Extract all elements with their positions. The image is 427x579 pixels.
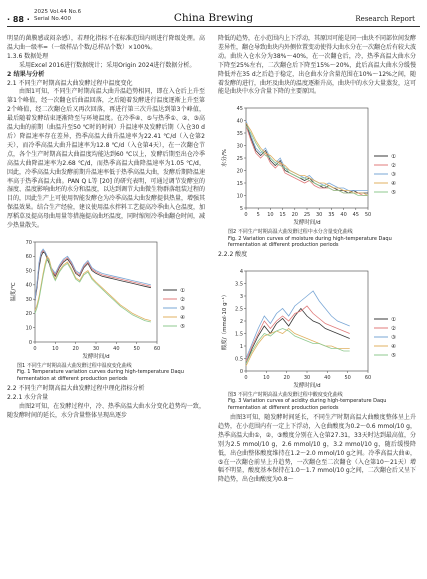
- series-line-2: [246, 306, 350, 361]
- caption-en: Fig. 1 Temperature variation curves during high-temperature Daqu: [17, 369, 184, 376]
- journal-name: China Brewing: [173, 12, 254, 24]
- y-tick-label: 15: [236, 181, 243, 188]
- right-column: [218, 35, 416, 485]
- left-column: [7, 35, 205, 420]
- figure-3: [218, 263, 416, 391]
- y-tick-label: 35: [236, 131, 243, 138]
- y-tick-label: 2: [239, 318, 243, 325]
- y-tick-label: 1.5: [235, 331, 243, 338]
- y-axis-label: 酸度/（mmol·10 g⁻¹）: [222, 291, 228, 351]
- caption-en: fermentation at different production periods: [228, 241, 339, 248]
- y-tick-label: 3.5: [235, 281, 243, 288]
- paragraph: 降低的趋势，在小范围内上下浮动，其原因可能是同一曲块不同部位间发酵差异性，翻仓导致曲块内外侧位置变动使得大曲水分在一次翻仓后有较大波动。曲块入仓水分为38%～40%，在一次翻仓后，冷，热季高温大曲水分下降至25%左右，二次翻仓后下降至15%～20%，此后高温大曲水分缓慢降低并在35 d之后趋于稳定，出仓曲水分含量范围在10%～12%之间，随着发酵的进行，曲坯及曲块的温度逐渐升高，曲块中的水分大量蒸发，这可能是曲块中水分含量下降的主要原因。: [218, 35, 417, 96]
- legend-label: ②: [180, 296, 185, 303]
- series-line-3: [246, 121, 368, 191]
- acidity-chart: [218, 263, 416, 391]
- page-header: [0, 0, 427, 40]
- series-line-2: [246, 126, 368, 196]
- legend-label: ①: [180, 287, 185, 294]
- legend-label: ⑤: [180, 323, 185, 330]
- section-heading: 2 结果与分析: [7, 70, 45, 78]
- y-tick-label: 40: [25, 282, 32, 289]
- paragraph: 由图2可知，在发酵过程中，冷、热季高温大曲水分变化趋势均一致，随发酵时间的延长，水分含量整体呈现出逐步: [7, 402, 205, 419]
- legend-label: ②: [391, 163, 396, 170]
- x-tick-label: 40: [324, 375, 331, 382]
- x-tick-label: 60: [153, 345, 161, 352]
- x-tick-label: 50: [364, 212, 372, 219]
- caption-en: Fig. 2 Variation curves of moisture during high-temperature Daqu: [228, 235, 392, 242]
- x-tick-label: 40: [340, 212, 347, 219]
- caption-en: Fig. 3 Variation curves of acidity during high-temperature Daqu: [228, 398, 387, 405]
- series-line-1: [35, 252, 151, 301]
- legend-label: ②: [391, 326, 396, 333]
- series-line-1: [246, 123, 368, 193]
- x-tick-label: 0: [33, 345, 37, 352]
- y-tick-label: 1: [239, 343, 243, 350]
- section-label: Research Report: [355, 15, 415, 23]
- y-tick-label: 3: [239, 293, 243, 300]
- subsection-heading: 2.1 不同生产时期高温大曲发酵过程中温度变化: [7, 79, 133, 87]
- caption-en: fermentation at different production periods: [17, 375, 128, 382]
- figure-3-caption: [218, 392, 416, 411]
- subsection-heading: 2.2.1 水分含量: [7, 393, 49, 401]
- y-tick-label: 60: [25, 254, 32, 261]
- legend-label: ③: [391, 335, 396, 342]
- y-tick-label: 0: [239, 368, 243, 375]
- y-tick-label: 5: [239, 206, 243, 213]
- x-tick-label: 30: [92, 345, 100, 352]
- x-tick-label: 50: [344, 375, 351, 382]
- legend-label: ⑤: [391, 353, 396, 360]
- page-number: · 88 ·: [7, 15, 30, 24]
- series-line-1: [246, 309, 350, 364]
- x-tick-label: 20: [72, 345, 79, 352]
- y-tick-label: 2.5: [235, 306, 243, 313]
- paragraph: 采用Excel 2016进行数据统计；采用Origin 2024进行数据分析。: [19, 61, 196, 69]
- x-tick-label: 25: [303, 212, 311, 219]
- header-rule: [7, 26, 420, 27]
- x-tick-label: 20: [291, 212, 298, 219]
- legend-label: ③: [391, 172, 396, 179]
- x-tick-label: 10: [52, 345, 59, 352]
- y-tick-label: 25: [236, 156, 243, 163]
- x-tick-label: 5: [256, 212, 260, 219]
- figure-1-caption: [7, 363, 205, 382]
- caption-en: fermentation at different production periods: [228, 404, 339, 411]
- y-tick-label: 0.5: [235, 356, 243, 363]
- temperature-chart: [7, 234, 205, 362]
- x-tick-label: 0: [244, 375, 248, 382]
- legend-label: ④: [391, 344, 396, 351]
- x-tick-label: 30: [316, 212, 323, 219]
- y-axis-label: 温度/℃: [11, 282, 17, 302]
- x-axis-label: 发酵时间/d: [82, 353, 110, 360]
- y-tick-label: 10: [25, 325, 32, 332]
- x-tick-label: 30: [303, 375, 311, 382]
- x-axis-label: 发酵时间/d: [293, 383, 321, 390]
- y-tick-label: 30: [25, 296, 32, 303]
- paragraph: 明显的菌膜感或闷杂感），若理化指标不在标准范围内则进行降级处理。高温大曲一级率=（一级样品个数/总样品个数）×100%。: [7, 35, 205, 51]
- x-tick-label: 35: [328, 212, 335, 219]
- figure-1: [7, 234, 205, 362]
- issue-serial: Serial No.400: [34, 16, 71, 22]
- y-tick-label: 20: [236, 168, 243, 175]
- figure-2: [218, 100, 416, 228]
- y-tick-label: 50: [25, 268, 32, 275]
- x-tick-label: 15: [279, 212, 286, 219]
- x-tick-label: 45: [352, 212, 359, 219]
- plot-frame: [35, 242, 157, 342]
- legend-label: ①: [391, 154, 396, 161]
- legend-label: ①: [391, 317, 396, 324]
- y-tick-label: 10: [236, 193, 243, 200]
- caption-cn: 图3 不同生产时期高温大曲发酵过程中酸度变化曲线: [228, 392, 343, 399]
- y-tick-label: 0: [28, 339, 32, 346]
- subsection-heading: 1.3.6 数据处理: [7, 52, 49, 60]
- paragraph: 由图3可知，随发酵时间延长，不同生产时期高温大曲酸度整体呈上升趋势，在小范围内有一定上下浮动，入仓曲酸度为0.2～0.6 mmol/10 g，热季高温大曲①，②，③酸度分别在入仓第27.31，33天时达到最高值，分别为2.5 mmol/10 g，2.6 mmol/10 g，3.2 mmol/10 g，随后缓慢降低，出仓曲整体酸度维持在1.2～2.0 mmol/10 g之间。冷季高温大曲④，⑤在一次翻仓前呈上升趋势，一次翻仓至二次翻仓（入仓第10～21天）增幅不明显，酸度基本保持在1.0～1.7 mmol/10 g之间，二次翻仓后又呈下降趋势，出仓曲酸度为0.8～: [218, 414, 416, 484]
- figure-2-caption: [218, 229, 416, 248]
- x-tick-label: 10: [267, 212, 274, 219]
- y-tick-label: 70: [25, 239, 32, 246]
- x-tick-label: 50: [133, 345, 140, 352]
- caption-cn: 图2 不同生产时期高温大曲发酵过程中水分含量变化曲线: [228, 229, 353, 236]
- series-line-4: [246, 329, 350, 367]
- y-axis-label: 水分/%: [222, 149, 228, 168]
- series-line-5: [246, 126, 368, 196]
- series-line-4: [35, 256, 151, 320]
- paragraph: 由图1可知，不同生产时期高温大曲升温趋势相同，即在入仓后上升至第1个峰值，经一次翻仓后曲温回落，之后随着发酵进行温度逐渐上升至第2个峰值，经二次翻仓后又再次回落，再进行第三次升温达到第3个峰值，最后随着发酵结束逐渐降至与环境温度。在冷季④、⑤与热季①、②、③高温大曲的前期（曲温升至50 ℃时的时间）升温速率及发酵后期（入仓30 d后）降温速率存在差异，热季高温大曲升温速率为22.41 ℃/d（入仓第2天），而冷季高温大曲升温速率为12.8 ℃/d（入仓第4天），在一次翻仓节点，各个生产时期高温大曲温度均能达到60 ℃以上，发酵后期至出仓冷季高温大曲降温速率为2.68 ℃/d，而热季高温大曲降温速率为1.05 ℃/d，因此，冷季高温大曲发酵前期升温速率低于热季高温大曲，发酵后期降温速率高于热季高温大曲。PAN Q L等 [20] 的研究表明，可通过调节发酵室的湿度、温度影响曲坯的水分和温度，以达到调节大曲微生物群落组装过程的目的，因此生产上可使用智能发酵仓为冷季高温大曲发酵提供热量，增强其保温效果。结合生产经验，建议使用温水拌料工艺提高冷季曲入仓温度，加厚稻草及提高母曲用量等措施提高曲坯温度，同时缩短冷季曲翻仓时间，减少热量散失。: [7, 88, 206, 230]
- moisture-chart: [218, 100, 416, 228]
- subsection-heading: 2.2 不同生产时期高温大曲发酵过程中理化指标分析: [7, 384, 145, 392]
- y-tick-label: 30: [236, 143, 243, 150]
- legend-label: ⑤: [391, 190, 396, 197]
- y-tick-label: 40: [236, 118, 243, 125]
- x-axis-label: 发酵时间/d: [293, 220, 321, 227]
- subsection-heading: 2.2.2 酸度: [218, 251, 248, 259]
- y-tick-label: 20: [25, 311, 32, 318]
- x-tick-label: 20: [283, 375, 290, 382]
- x-tick-label: 40: [113, 345, 120, 352]
- x-tick-label: 10: [263, 375, 270, 382]
- legend-label: ④: [180, 314, 185, 321]
- x-tick-label: 0: [244, 212, 248, 219]
- legend-label: ④: [391, 181, 396, 188]
- y-tick-label: 4: [239, 268, 243, 275]
- series-line-4: [246, 123, 368, 196]
- y-tick-label: 45: [236, 106, 243, 113]
- caption-cn: 图1 不同生产时期高温大曲发酵过程中温度变化曲线: [17, 362, 132, 369]
- series-line-5: [246, 329, 350, 364]
- legend-label: ③: [180, 305, 185, 312]
- x-tick-label: 60: [364, 375, 372, 382]
- issue-volume: 2025 Vol.44 No.6: [34, 9, 82, 15]
